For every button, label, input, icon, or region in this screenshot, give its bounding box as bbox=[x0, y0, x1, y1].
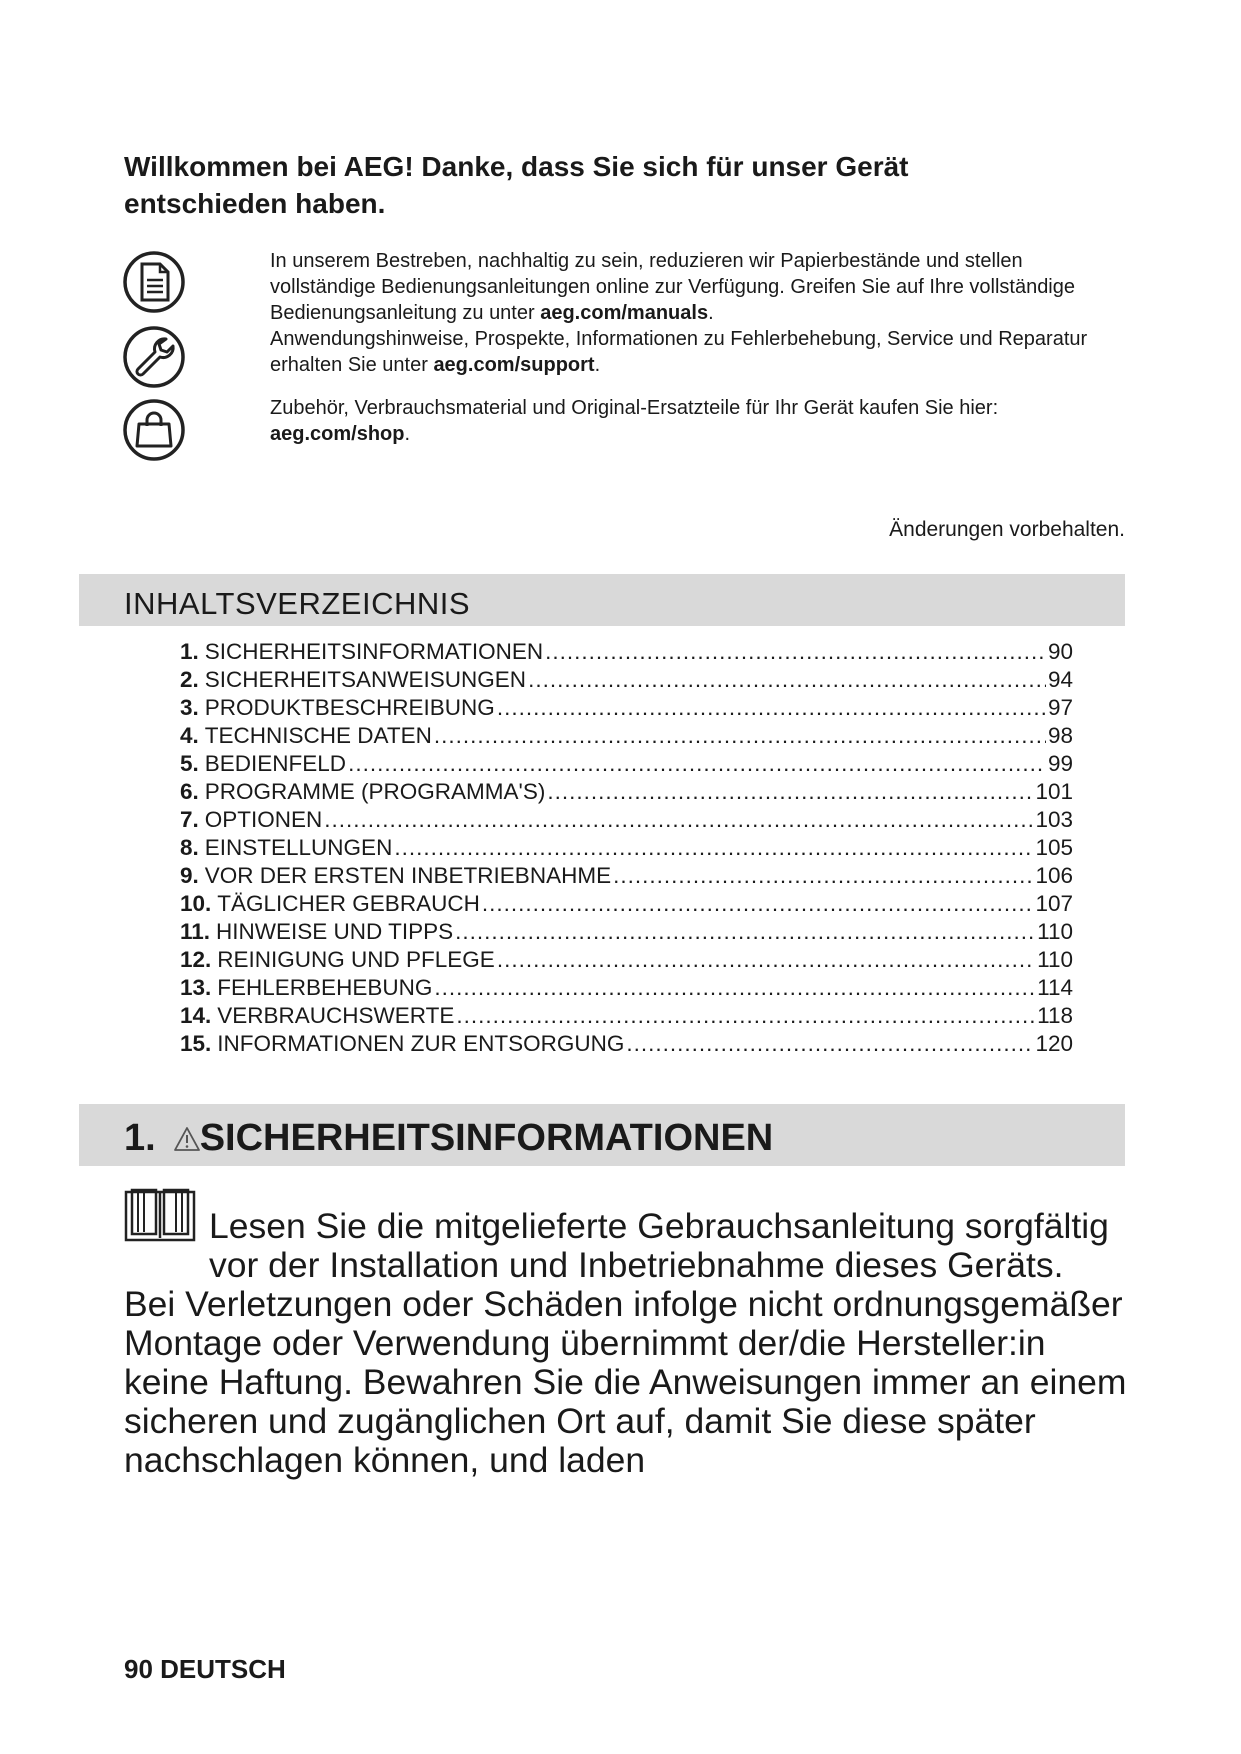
section-title bbox=[124, 1117, 773, 1160]
welcome-line-2: entschieden haben. bbox=[124, 188, 386, 219]
toc-entry[interactable]: 3. PRODUKTBESCHREIBUNG ..... 97 bbox=[180, 694, 1073, 722]
warning-icon bbox=[174, 1126, 200, 1152]
intro-text bbox=[270, 248, 1130, 447]
read-manual-paragraph: Lesen Sie die mitgelieferte Gebrauchsanleitung sorgfältig vor der Installation und Inbetriebnahme dieses Geräts. bbox=[209, 1206, 1109, 1285]
toc-entry[interactable]: 4. TECHNISCHE DATEN ..... 98 bbox=[180, 722, 1073, 750]
wrench-icon bbox=[122, 325, 186, 389]
toc-entry[interactable]: 14. VERBRAUCHSWERTE ..... 118 bbox=[180, 1002, 1073, 1030]
support-paragraph: Anwendungshinweise, Prospekte, Informationen zu Fehlerbehebung, Service und Reparatur erhalten Sie unter aeg.com/support. bbox=[270, 328, 1088, 376]
welcome-line-1: Willkommen bei AEG! Danke, dass Sie sich für unser Gerät bbox=[124, 151, 909, 182]
page-footer: 90 DEUTSCH bbox=[124, 1654, 286, 1684]
toc-entry[interactable]: 13. FEHLERBEHEBUNG ..... 114 bbox=[180, 974, 1073, 1002]
liability-paragraph: Bei Verletzungen oder Schäden infolge nicht ordnungsgemäßer Montage oder Verwendung übernimmt der/die Hersteller:in keine Haftung. Bewahren Sie die Anweisungen immer an einem sicheren und zugänglichen Ort auf, damit Sie diese später nachschlagen können, und laden bbox=[124, 1284, 1127, 1480]
shop-paragraph: Zubehör, Verbrauchsmaterial und Original-Ersatzteile für Ihr Gerät kaufen Sie hier: aeg.com/shop. bbox=[270, 397, 999, 445]
shopping-bag-icon bbox=[122, 398, 186, 462]
toc-entry[interactable]: 5. BEDIENFELD ..... 99 bbox=[180, 750, 1073, 778]
toc-entry[interactable]: 11. HINWEISE UND TIPPS ..... 110 bbox=[180, 918, 1073, 946]
shop-link[interactable]: aeg.com/shop bbox=[270, 423, 405, 445]
document-icon bbox=[122, 250, 186, 314]
toc-entry[interactable]: 6. PROGRAMME (PROGRAMMA'S) ..... 101 bbox=[180, 778, 1073, 806]
manuals-paragraph: In unserem Bestreben, nachhaltig zu sein, reduzieren wir Papierbestände und stellen vollständige Bedienungsanleitungen online zur Verfügung. Greifen Sie auf Ihre vollständige Bedienungsanleitung zu unter aeg.com/manuals. bbox=[270, 250, 1075, 324]
toc-entry[interactable]: 9. VOR DER ERSTEN INBETRIEBNAHME ..... 106 bbox=[180, 862, 1073, 890]
toc-entry[interactable]: 8. EINSTELLUNGEN ..... 105 bbox=[180, 834, 1073, 862]
toc-entry[interactable]: 1. SICHERHEITSINFORMATIONEN ..... 90 bbox=[180, 638, 1073, 666]
toc-entry[interactable]: 7. OPTIONEN ..... 103 bbox=[180, 806, 1073, 834]
changes-note: Änderungen vorbehalten. bbox=[889, 518, 1125, 541]
toc-entry[interactable]: 10. TÄGLICHER GEBRAUCH ..... 107 bbox=[180, 890, 1073, 918]
toc-entry[interactable]: 15. INFORMATIONEN ZUR ENTSORGUNG ..... 120 bbox=[180, 1030, 1073, 1058]
table-of-contents bbox=[180, 638, 1073, 1058]
manuals-link[interactable]: aeg.com/manuals bbox=[540, 302, 709, 324]
toc-entry[interactable]: 2. SICHERHEITSANWEISUNGEN ..... 94 bbox=[180, 666, 1073, 694]
welcome-heading bbox=[124, 148, 1024, 222]
support-link[interactable]: aeg.com/support bbox=[433, 354, 595, 376]
safety-intro-text bbox=[124, 1207, 1134, 1480]
toc-entry[interactable]: 12. REINIGUNG UND PFLEGE ..... 110 bbox=[180, 946, 1073, 974]
toc-title: INHALTSVERZEICHNIS bbox=[124, 586, 471, 621]
section-heading: SICHERHEITSINFORMATIONEN bbox=[199, 1117, 774, 1159]
section-number: 1. bbox=[124, 1117, 156, 1159]
